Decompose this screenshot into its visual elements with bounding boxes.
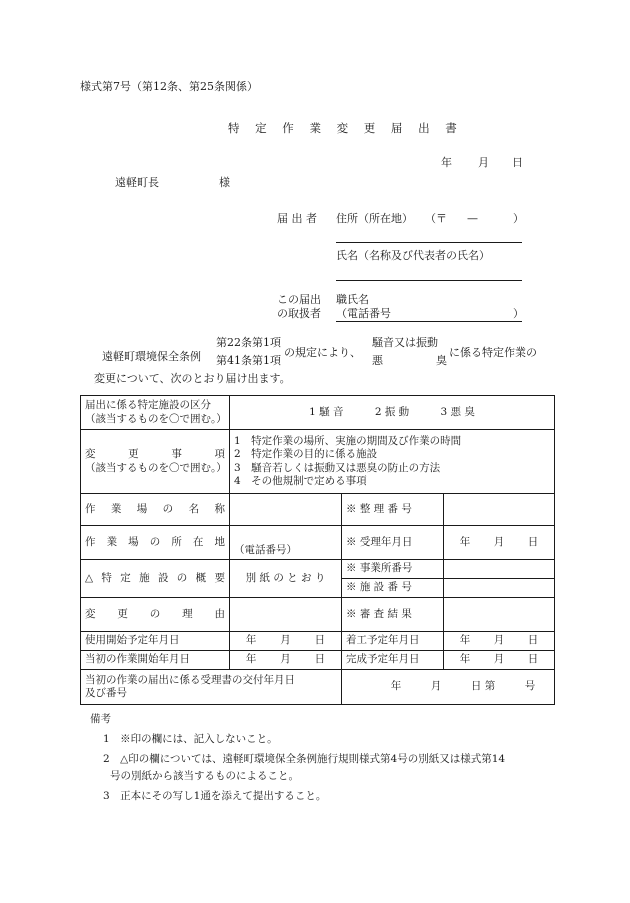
change-items-list[interactable]	[230, 430, 555, 494]
statement-middle: の規定により、	[284, 346, 361, 359]
handler-label-1: この届出	[277, 293, 321, 306]
review-result-label: ※ 審 査 結 果	[342, 598, 444, 632]
facility-number-label: ※ 施 設 番 号	[342, 579, 444, 598]
row-first-work-start	[81, 651, 555, 670]
completion-value[interactable]: 年 月 日	[444, 651, 555, 670]
office-number-value	[444, 560, 555, 579]
option-odor[interactable]: 3 悪 臭	[440, 405, 475, 418]
option-vibration[interactable]: 2 振 動	[374, 405, 410, 418]
row-facility-overview-1	[81, 560, 555, 579]
remark-1: 1 ※印の欄には、記入しないこと。	[103, 733, 278, 745]
statement-type-1: 騒音又は振動	[372, 336, 438, 349]
row-use-start	[81, 632, 555, 651]
first-work-start-value[interactable]: 年 月 日	[230, 651, 342, 670]
page-title: 特 定 作 業 変 更 届 出 書	[228, 121, 463, 135]
postal-dash: —	[467, 212, 478, 225]
received-date-value: 年 月 日	[444, 526, 555, 560]
use-start-date-value[interactable]: 年 月 日	[230, 632, 342, 651]
completion-label: 完成予定年月日	[342, 651, 444, 670]
statement-article-2: 第41条第1項	[216, 354, 281, 367]
row-change-reason	[81, 598, 555, 632]
change-reason-value[interactable]	[230, 598, 342, 632]
handler-position-label: 職氏名	[336, 293, 369, 306]
review-result-value	[444, 598, 555, 632]
facility-category-options[interactable]	[230, 396, 555, 430]
date-month: 月	[478, 156, 489, 169]
handler-label-2: の取扱者	[277, 307, 321, 320]
statement-ordinance: 遠軽町環境保全条例	[102, 350, 201, 363]
change-item-4[interactable]: 4 その他規制で定める事項	[234, 474, 367, 487]
row-work-site-name	[81, 494, 555, 526]
row-change-items	[81, 430, 555, 494]
remark-2: 2 △印の欄については、遠軽町環境保全条例施行規則様式第4号の別紙又は様式第14	[103, 753, 506, 765]
statement-article-1: 第22条第1項	[216, 336, 281, 349]
option-noise[interactable]: 1 騒 音	[309, 405, 344, 418]
row-facility-category	[81, 396, 555, 430]
office-number-label: ※ 事業所番号	[342, 560, 444, 579]
form-number: 様式第7号（第12条、第25条関係）	[80, 80, 258, 93]
first-work-start-label: 当初の作業開始年月日	[81, 651, 230, 670]
construction-start-value[interactable]: 年 月 日	[444, 632, 555, 651]
date-day: 日	[512, 156, 523, 169]
work-site-address-label: 作 業 場 の 所 在 地	[81, 526, 230, 560]
facility-category-label: 届出に係る特定施設の区分 （該当するものを〇で囲む。）	[81, 396, 230, 430]
remark-2-cont: 号の別紙から該当するものによること。	[110, 770, 299, 782]
row-receipt-info	[81, 670, 555, 705]
address-label: 住所（所在地）	[336, 212, 413, 225]
work-site-address-value[interactable]	[230, 526, 342, 560]
handler-phone-close: ）	[513, 307, 524, 320]
statement-end: に係る特定作業の	[449, 346, 537, 359]
remark-3: 3 正本にその写し1通を添えて提出すること。	[103, 790, 327, 802]
application-table	[80, 395, 555, 705]
received-date-label: ※ 受理年月日	[342, 526, 444, 560]
reference-number-value	[444, 494, 555, 526]
handler-underline	[336, 321, 522, 322]
construction-start-label: 着工予定年月日	[342, 632, 444, 651]
name-label: 氏名（名称及び代表者の氏名）	[336, 249, 490, 262]
remarks-heading: 備考	[90, 713, 111, 725]
addressee-name: 遠軽町長	[115, 176, 159, 189]
work-site-phone-label: （電話番号）	[234, 543, 297, 556]
statement-type-2a: 悪	[372, 354, 383, 367]
address-underline	[336, 242, 522, 243]
change-item-1[interactable]: 1 特定作業の場所、実施の期間及び作業の時間	[234, 435, 462, 448]
date-year: 年	[441, 156, 452, 169]
work-site-name-value[interactable]	[230, 494, 342, 526]
facility-overview-value: 別 紙 の と お り	[230, 560, 342, 598]
postal-open: （〒	[425, 212, 447, 225]
postal-close: ）	[513, 212, 524, 225]
use-start-date-label: 使用開始予定年月日	[81, 632, 230, 651]
change-reason-label: 変 更 の 理 由	[81, 598, 230, 632]
row-work-site-address	[81, 526, 555, 560]
work-site-name-label: 作 業 場 の 名 称	[81, 494, 230, 526]
name-underline	[336, 280, 522, 281]
notifier-label: 届 出 者	[277, 212, 317, 225]
handler-phone-label: （電話番号	[336, 307, 391, 320]
change-item-2[interactable]: 2 特定作業の目的に係る施設	[234, 448, 378, 461]
facility-number-value	[444, 579, 555, 598]
change-items-label: 変 更 事 項 （該当するものを〇で囲む。）	[81, 430, 230, 494]
statement-type-2b: 臭	[436, 354, 447, 367]
addressee-honorific: 様	[219, 176, 230, 189]
receipt-info-label: 当初の作業の届出に係る受理書の交付年月日 及び番号	[81, 670, 342, 705]
reference-number-label: ※ 整 理 番 号	[342, 494, 444, 526]
receipt-info-value[interactable]: 年 月 日 第 号	[342, 670, 555, 705]
facility-overview-label: △ 特 定 施 設 の 概 要	[81, 560, 230, 598]
change-item-3[interactable]: 3 騒音若しくは振動又は悪臭の防止の方法	[234, 461, 441, 474]
statement-line-2: 変更について、次のとおり届け出ます。	[94, 372, 291, 385]
